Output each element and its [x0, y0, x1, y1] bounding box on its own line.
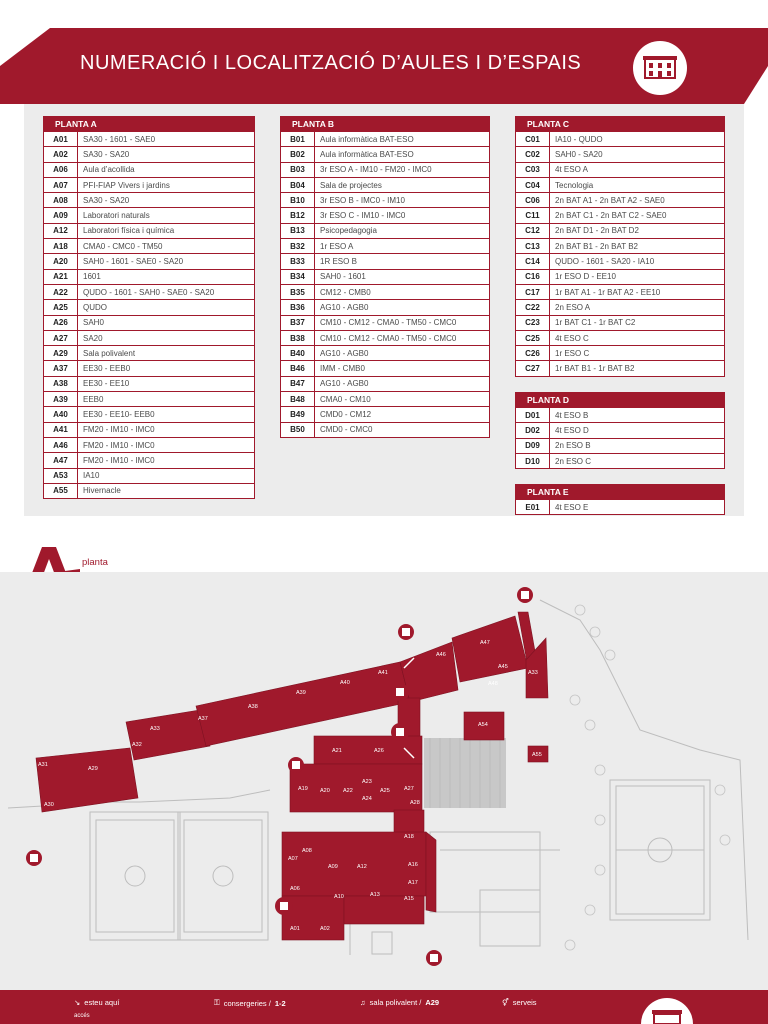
table-row	[516, 453, 725, 468]
room-code: A01	[44, 132, 78, 147]
room-description: 2n ESO A	[550, 300, 725, 315]
room-description: IA10 - QUDO	[550, 132, 725, 147]
room-code: B47	[281, 376, 315, 391]
table-row	[516, 208, 725, 223]
table-row	[516, 300, 725, 315]
legend-concierge: ⚿ consergeries / 1-2	[214, 998, 286, 1008]
room-code: A40	[44, 407, 78, 422]
svg-text:A31: A31	[38, 762, 48, 768]
room-code: C14	[516, 254, 550, 269]
table-planta-c	[515, 116, 725, 377]
room-description: 4t ESO E	[550, 500, 725, 515]
svg-text:A39: A39	[296, 690, 306, 696]
table-heading: PLANTA C	[516, 117, 725, 132]
room-code: D10	[516, 453, 550, 468]
table-row	[44, 468, 255, 483]
svg-text:A18: A18	[404, 834, 414, 840]
you-are-here-icon: ↘	[74, 998, 81, 1007]
room-description: CMD0 - CM12	[315, 407, 490, 422]
room-description: Hivernacle	[78, 483, 255, 498]
table-row	[281, 147, 490, 162]
room-description: CMA0 - CM10	[315, 392, 490, 407]
room-code: A21	[44, 269, 78, 284]
room-description: SA30 - SA20	[78, 193, 255, 208]
svg-text:A46: A46	[436, 652, 446, 658]
table-row	[516, 254, 725, 269]
room-description: 4t ESO C	[550, 330, 725, 345]
room-description: QUDO - 1601 - SAH0 - SAE0 - SA20	[78, 284, 255, 299]
room-description: QUDO - 1601 - SA20 - IA10	[550, 254, 725, 269]
table-row	[516, 500, 725, 515]
room-description: 1R ESO B	[315, 254, 490, 269]
room-code: B04	[281, 177, 315, 192]
table-row	[281, 162, 490, 177]
room-code: A39	[44, 392, 78, 407]
table-row	[44, 193, 255, 208]
room-code: B37	[281, 315, 315, 330]
svg-text:A32: A32	[132, 742, 142, 748]
room-description: 4t ESO D	[550, 423, 725, 438]
room-description: Aula informàtica BAT-ESO	[315, 132, 490, 147]
room-code: B01	[281, 132, 315, 147]
room-code: C02	[516, 147, 550, 162]
room-code: A22	[44, 284, 78, 299]
room-description: 1r ESO A	[315, 239, 490, 254]
room-code: A20	[44, 254, 78, 269]
room-code: B02	[281, 147, 315, 162]
floor-word: planta	[82, 557, 108, 568]
svg-text:A20: A20	[320, 788, 330, 794]
table-row	[516, 284, 725, 299]
room-code: A07	[44, 177, 78, 192]
table-row	[516, 361, 725, 376]
svg-text:A12: A12	[357, 864, 367, 870]
table-row	[516, 223, 725, 238]
table-row	[44, 162, 255, 177]
room-code: A47	[44, 453, 78, 468]
room-code: A37	[44, 361, 78, 376]
room-code: A02	[44, 147, 78, 162]
room-description: IMM - CMB0	[315, 361, 490, 376]
table-row	[44, 346, 255, 361]
room-code: A25	[44, 300, 78, 315]
svg-text:A19: A19	[298, 786, 308, 792]
room-code: E01	[516, 500, 550, 515]
table-row	[44, 437, 255, 452]
room-description: QUDO	[78, 300, 255, 315]
room-description: AG10 - AGB0	[315, 376, 490, 391]
table-planta-b	[280, 116, 490, 438]
room-code: A09	[44, 208, 78, 223]
room-code: B38	[281, 330, 315, 345]
room-description: SA20	[78, 330, 255, 345]
svg-text:A23: A23	[362, 779, 372, 785]
room-code: A27	[44, 330, 78, 345]
room-description: 1601	[78, 269, 255, 284]
table-row	[281, 422, 490, 437]
room-code: B49	[281, 407, 315, 422]
table-row	[44, 392, 255, 407]
table-row	[44, 315, 255, 330]
room-description: FM20 - IM10 - IMC0	[78, 453, 255, 468]
table-row	[516, 147, 725, 162]
table-row	[516, 239, 725, 254]
room-code: A18	[44, 239, 78, 254]
room-description: 1r BAT B1 - 1r BAT B2	[550, 361, 725, 376]
legend-school-badge	[641, 998, 693, 1024]
room-code: C04	[516, 177, 550, 192]
room-description: 1r ESO C	[550, 346, 725, 361]
room-code: C03	[516, 162, 550, 177]
svg-text:A07: A07	[288, 856, 298, 862]
room-code: C26	[516, 346, 550, 361]
table-row	[44, 330, 255, 345]
svg-text:A22: A22	[343, 788, 353, 794]
table-row	[281, 376, 490, 391]
table-row	[44, 300, 255, 315]
table-row	[281, 223, 490, 238]
table-row	[44, 361, 255, 376]
svg-text:A17: A17	[408, 880, 418, 886]
room-code: B35	[281, 284, 315, 299]
table-row	[44, 147, 255, 162]
room-description: PFI-FIAP Vivers i jardins	[78, 177, 255, 192]
table-row	[516, 269, 725, 284]
table-row	[44, 422, 255, 437]
svg-text:A01: A01	[290, 926, 300, 932]
svg-text:A27: A27	[404, 786, 414, 792]
room-description: SA30 - SA20	[78, 147, 255, 162]
room-description: AG10 - AGB0	[315, 300, 490, 315]
legend-toilets: ⚥ serveis	[502, 998, 537, 1007]
room-code: C01	[516, 132, 550, 147]
room-description: CM12 - CMB0	[315, 284, 490, 299]
table-row	[281, 177, 490, 192]
table-row	[281, 208, 490, 223]
room-description: EE30 - EE10	[78, 376, 255, 391]
room-description: 2n ESO B	[550, 438, 725, 453]
room-description: EE30 - EEB0	[78, 361, 255, 376]
table-row	[281, 193, 490, 208]
room-description: SAH0 - SA20	[550, 147, 725, 162]
svg-text:A33: A33	[150, 726, 160, 732]
table-row	[281, 269, 490, 284]
table-row	[281, 239, 490, 254]
room-code: C17	[516, 284, 550, 299]
school-building-icon	[641, 998, 693, 1024]
table-row	[281, 346, 490, 361]
room-code: B32	[281, 239, 315, 254]
table-row	[44, 483, 255, 498]
table-row	[44, 269, 255, 284]
svg-text:A33: A33	[528, 670, 538, 676]
table-row	[516, 315, 725, 330]
room-code: D01	[516, 408, 550, 423]
room-code: B33	[281, 254, 315, 269]
table-heading: PLANTA A	[44, 117, 255, 132]
svg-text:A02: A02	[320, 926, 330, 932]
room-description: Tecnologia	[550, 177, 725, 192]
table-row	[44, 407, 255, 422]
room-code: D09	[516, 438, 550, 453]
room-code: B36	[281, 300, 315, 315]
room-description: 4t ESO A	[550, 162, 725, 177]
table-row	[516, 346, 725, 361]
table-row	[516, 132, 725, 147]
floor-map	[0, 540, 768, 990]
room-description: Aula informàtica BAT-ESO	[315, 147, 490, 162]
svg-text:A21: A21	[332, 748, 342, 754]
svg-text:A37: A37	[198, 716, 208, 722]
svg-text:A30: A30	[44, 802, 54, 808]
room-description: EE30 - EE10- EEB0	[78, 407, 255, 422]
room-code: C22	[516, 300, 550, 315]
room-description: CMD0 - CMC0	[315, 422, 490, 437]
svg-text:A06: A06	[290, 886, 300, 892]
room-description: SAH0	[78, 315, 255, 330]
room-code: B03	[281, 162, 315, 177]
room-code: B46	[281, 361, 315, 376]
table-planta-e	[515, 484, 725, 515]
room-description: CMA0 - CMC0 - TM50	[78, 239, 255, 254]
room-description: 1r BAT A1 - 1r BAT A2 - EE10	[550, 284, 725, 299]
room-code: A53	[44, 468, 78, 483]
toilets-icon: ⚥	[502, 998, 509, 1007]
room-code: A55	[44, 483, 78, 498]
svg-text:A47: A47	[480, 640, 490, 646]
svg-text:A26: A26	[374, 748, 384, 754]
room-code: C23	[516, 315, 550, 330]
room-description: FM20 - IM10 - IMC0	[78, 422, 255, 437]
table-row	[44, 239, 255, 254]
room-description: 3r ESO B - IMC0 - IM10	[315, 193, 490, 208]
table-row	[281, 254, 490, 269]
room-description: 2n BAT B1 - 2n BAT B2	[550, 239, 725, 254]
room-description: 2n BAT A1 - 2n BAT A2 - SAE0	[550, 193, 725, 208]
table-row	[516, 177, 725, 192]
school-badge	[633, 41, 687, 95]
svg-text:A55: A55	[532, 752, 542, 758]
room-description: 2n BAT D1 - 2n BAT D2	[550, 223, 725, 238]
room-description: Psicopedagogia	[315, 223, 490, 238]
svg-text:A28: A28	[410, 800, 420, 806]
table-row	[516, 330, 725, 345]
room-code: C27	[516, 361, 550, 376]
table-row	[44, 453, 255, 468]
room-description: Laboratori naturals	[78, 208, 255, 223]
room-description: SAH0 - 1601	[315, 269, 490, 284]
room-description: SAH0 - 1601 - SAE0 - SA20	[78, 254, 255, 269]
table-row	[281, 300, 490, 315]
room-code: A26	[44, 315, 78, 330]
table-planta-a	[43, 116, 255, 499]
table-row	[281, 315, 490, 330]
table-row	[281, 330, 490, 345]
svg-text:A09: A09	[328, 864, 338, 870]
room-code: B48	[281, 392, 315, 407]
room-description: 2n ESO C	[550, 453, 725, 468]
table-row	[44, 223, 255, 238]
svg-text:A41: A41	[378, 670, 388, 676]
svg-text:A40: A40	[340, 680, 350, 686]
svg-text:A15: A15	[404, 896, 414, 902]
table-row	[44, 284, 255, 299]
room-description: EEB0	[78, 392, 255, 407]
table-row	[44, 132, 255, 147]
svg-text:A45: A45	[498, 664, 508, 670]
room-description: 1r BAT C1 - 1r BAT C2	[550, 315, 725, 330]
table-row	[281, 361, 490, 376]
room-description: AG10 - AGB0	[315, 346, 490, 361]
room-code: C11	[516, 208, 550, 223]
table-row	[44, 254, 255, 269]
table-row	[516, 438, 725, 453]
room-description: FM20 - IM10 - IMC0	[78, 437, 255, 452]
table-row	[516, 408, 725, 423]
room-description: SA30 - 1601 - SAE0	[78, 132, 255, 147]
courtyard	[424, 738, 506, 808]
legend-here: ↘ esteu aquí	[74, 998, 120, 1007]
room-code: A38	[44, 376, 78, 391]
room-code: A29	[44, 346, 78, 361]
svg-text:A54: A54	[478, 722, 488, 728]
table-row	[281, 132, 490, 147]
room-code: B10	[281, 193, 315, 208]
room-code: A08	[44, 193, 78, 208]
svg-text:A25: A25	[380, 788, 390, 794]
legend-access: accés	[74, 1013, 90, 1019]
room-code: C06	[516, 193, 550, 208]
room-code: B34	[281, 269, 315, 284]
table-heading: PLANTA D	[516, 393, 725, 408]
table-row	[281, 284, 490, 299]
svg-text:A13: A13	[370, 892, 380, 898]
room-code: A46	[44, 437, 78, 452]
room-description: CM10 - CM12 - CMA0 - TM50 - CMC0	[315, 330, 490, 345]
page-title: NUMERACIÓ I LOCALITZACIÓ D’AULES I D’ESPAIS	[80, 52, 582, 74]
room-code: B40	[281, 346, 315, 361]
room-code: C16	[516, 269, 550, 284]
room-code: A12	[44, 223, 78, 238]
room-description: 2n BAT C1 - 2n BAT C2 - SAE0	[550, 208, 725, 223]
room-description: 4t ESO B	[550, 408, 725, 423]
table-row	[281, 407, 490, 422]
room-code: C25	[516, 330, 550, 345]
table-heading: PLANTA E	[516, 485, 725, 500]
table-row	[44, 208, 255, 223]
room-description: 3r ESO C - IM10 - IMC0	[315, 208, 490, 223]
room-description: Aula d’acollida	[78, 162, 255, 177]
table-row	[516, 423, 725, 438]
room-code: A41	[44, 422, 78, 437]
room-description: Sala polivalent	[78, 346, 255, 361]
svg-text:A48: A48	[488, 681, 498, 687]
table-heading: PLANTA B	[281, 117, 490, 132]
svg-text:A08: A08	[302, 848, 312, 854]
room-code: C13	[516, 239, 550, 254]
room-description: Laboratori física i química	[78, 223, 255, 238]
room-code: C12	[516, 223, 550, 238]
table-row	[516, 193, 725, 208]
room-description: CM10 - CM12 - CMA0 - TM50 - CMC0	[315, 315, 490, 330]
multipurpose-room-icon: ♫	[360, 998, 366, 1007]
table-row	[281, 392, 490, 407]
room-description: 1r ESO D - EE10	[550, 269, 725, 284]
school-building-icon	[633, 41, 687, 95]
svg-text:A29: A29	[88, 766, 98, 772]
svg-text:A24: A24	[362, 796, 372, 802]
svg-text:A38: A38	[248, 704, 258, 710]
legend-multipurpose: ♫ sala polivalent / A29	[360, 998, 440, 1007]
room-description: Sala de projectes	[315, 177, 490, 192]
svg-text:A16: A16	[408, 862, 418, 868]
room-code: D02	[516, 423, 550, 438]
room-description: 3r ESO A - IM10 - FM20 - IMC0	[315, 162, 490, 177]
table-row	[44, 376, 255, 391]
table-planta-d	[515, 392, 725, 469]
room-code: B13	[281, 223, 315, 238]
room-description: IA10	[78, 468, 255, 483]
table-row	[516, 162, 725, 177]
svg-text:A10: A10	[334, 894, 344, 900]
key-icon: ⚿	[214, 998, 220, 1007]
table-row	[44, 177, 255, 192]
room-code: B12	[281, 208, 315, 223]
room-code: A06	[44, 162, 78, 177]
room-code: B50	[281, 422, 315, 437]
